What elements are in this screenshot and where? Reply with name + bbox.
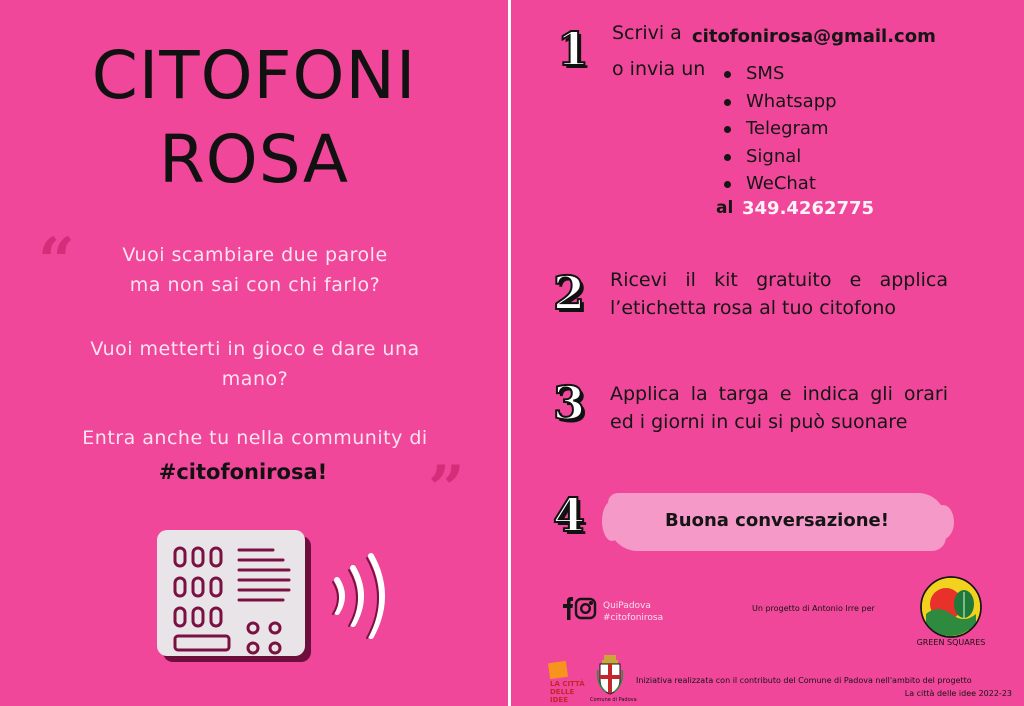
comune-label: Comune di Padova bbox=[590, 697, 637, 703]
open-quote-icon: “ bbox=[38, 224, 75, 299]
poster-title bbox=[0, 34, 508, 202]
step-number-1: 1 bbox=[557, 22, 590, 76]
list-item: SMS bbox=[724, 60, 837, 88]
lcd-line-2: DELLE bbox=[550, 688, 575, 696]
contact-phone[interactable]: 349.4262775 bbox=[742, 198, 875, 219]
credit-line-2: La città delle idee 2022-23 bbox=[904, 689, 1012, 698]
green-squares-logo bbox=[918, 574, 984, 640]
social-account[interactable]: QuiPadova bbox=[603, 601, 651, 611]
question-2-line-1: Vuoi metterti in gioco e dare una bbox=[90, 338, 420, 360]
question-1-line-1: Vuoi scambiare due parole bbox=[122, 244, 388, 266]
facebook-icon bbox=[563, 597, 573, 620]
community-invite: Entra anche tu nella community di bbox=[82, 427, 428, 449]
title-line-1: CITOFONI bbox=[91, 37, 417, 114]
step-4-text: Buona conversazione! bbox=[665, 510, 889, 531]
close-quote-icon: ” bbox=[428, 452, 465, 527]
list-item: Telegram bbox=[724, 115, 837, 143]
instagram-icon bbox=[576, 599, 595, 618]
step-number-4: 4 bbox=[553, 488, 586, 542]
question-2 bbox=[30, 334, 480, 394]
contact-email[interactable]: citofonirosa@gmail.com bbox=[692, 26, 936, 47]
step-1-or-send: o invia un bbox=[612, 58, 706, 80]
step-2-text: Ricevi il kit gratuito e applica l’etichetta rosa al tuo citofono bbox=[610, 269, 948, 319]
hashtag: #citofonirosa! bbox=[158, 460, 328, 484]
credit-line-1: Iniziativa realizzata con il contributo del Comune di Padova nell'ambito del progetto bbox=[636, 676, 972, 685]
list-item: Whatsapp bbox=[724, 88, 837, 116]
question-1-line-2: ma non sai con chi farlo? bbox=[129, 274, 381, 296]
step-3-text: Applica la targa e indica gli orari ed i giorni in cui si può suonare bbox=[610, 383, 948, 433]
title-line-2: ROSA bbox=[158, 121, 350, 198]
lcd-line-3: IDEE bbox=[550, 696, 568, 704]
lcd-line-1: LA CITTÀ bbox=[550, 680, 585, 688]
list-item: WeChat bbox=[724, 170, 837, 198]
step-number-3: 3 bbox=[553, 376, 586, 430]
sound-waves-icon bbox=[337, 556, 382, 636]
comune-crest-icon bbox=[596, 654, 624, 696]
question-1 bbox=[30, 240, 480, 300]
intercom-icon bbox=[157, 530, 427, 670]
step-1-write-to: Scrivi a bbox=[612, 22, 682, 44]
phone-prefix: al bbox=[716, 198, 734, 218]
green-squares-label: GREEN SQUARES bbox=[916, 638, 986, 647]
la-citta-delle-idee-logo bbox=[546, 660, 570, 682]
social-handles bbox=[603, 600, 663, 624]
project-credit: Un progetto di Antonio Irre per bbox=[752, 604, 875, 613]
question-2-line-2: mano? bbox=[221, 368, 289, 390]
channel-list bbox=[724, 60, 837, 198]
la-citta-delle-idee-text bbox=[550, 680, 585, 704]
social-icons bbox=[558, 596, 598, 622]
step-number-2: 2 bbox=[553, 266, 586, 320]
social-hashtag[interactable]: #citofonirosa bbox=[603, 613, 664, 623]
list-item: Signal bbox=[724, 143, 837, 171]
panel-divider bbox=[508, 0, 511, 706]
